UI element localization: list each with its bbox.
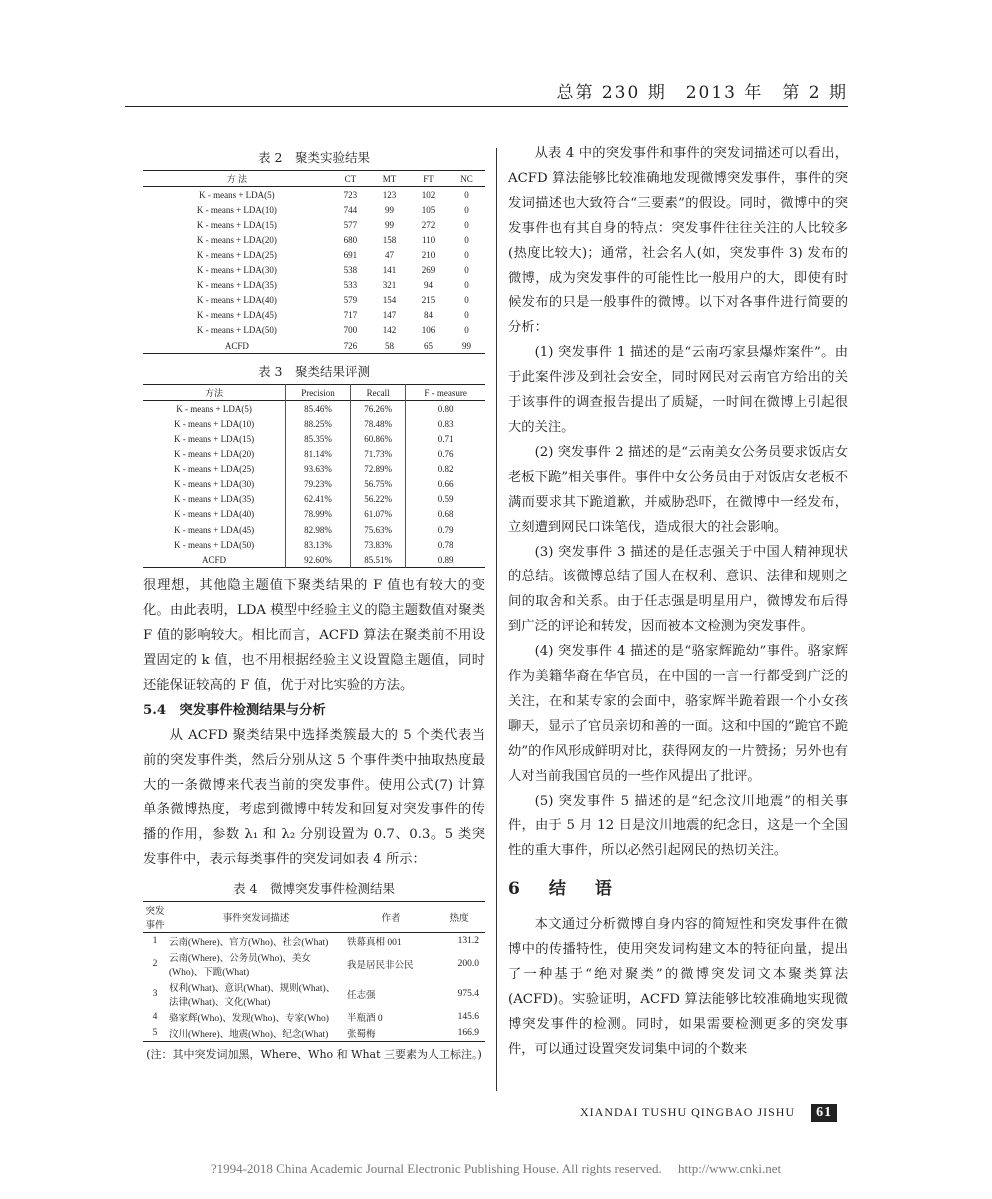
table4-cell-no: 4 bbox=[152, 1012, 158, 1023]
table2-cell: 123 bbox=[382, 189, 397, 200]
table2-cell: 577 bbox=[343, 219, 358, 230]
table3-cell: 85.46% bbox=[286, 401, 351, 417]
table4-header-author: 作者 bbox=[381, 914, 401, 925]
right-paragraph-6: (5) 突发事件 5 描述的是“纪念汶川地震”的相关事件，由于 5 月 12 日是汶川地震的纪念日，这是一个全国性的重大事件，所以必然引起网民的热切关注。 bbox=[508, 793, 848, 859]
table3-cell: 83.13% bbox=[286, 537, 351, 552]
table3-cell: K - means + LDA(50) bbox=[174, 539, 255, 550]
table4-cell-desc: 权利(What)、意识(What)、规则(What)、法律(What)、文化(What) bbox=[169, 984, 336, 1009]
table3-cell: 88.25% bbox=[286, 416, 351, 431]
table2-cell: 99 bbox=[384, 219, 394, 230]
table3-cell: K - means + LDA(5) bbox=[176, 403, 252, 414]
table2-cell: K - means + LDA(35) bbox=[196, 280, 277, 291]
table4-cell-heat: 166.9 bbox=[457, 1028, 479, 1039]
table2-cell: 0 bbox=[464, 265, 469, 276]
table2-cell: 215 bbox=[421, 295, 436, 306]
left-column bbox=[143, 142, 485, 1062]
table2-cell: 106 bbox=[421, 325, 436, 336]
table2-cell: K - means + LDA(50) bbox=[196, 325, 277, 336]
right-paragraph-5: (4) 突发事件 4 描述的是“骆家辉跪幼”事件。骆家辉作为美籍华裔在华官员，在中国的一言一行都受到广泛的关注，在和某专家的会面中，骆家辉半跪着跟一个小女孩聊天，显示了官员亲切和善的一面。这和中国的“跪官不跪幼”的作风形成鲜明对比，获得网友的一片赞扬；另外也有人对当前我国官员的一些作风提出了批评。 bbox=[508, 644, 848, 784]
table2-cell: 58 bbox=[384, 340, 394, 351]
table4-row bbox=[143, 1025, 485, 1042]
table2-cell: 0 bbox=[464, 280, 469, 291]
right-paragraph-7: 本文通过分析微博自身内容的简短性和突发事件在微博中的传播特性，使用突发词构建文本的特征向量，提出了一种基于“绝对聚类”的微博突发词文本聚类算法(ACFD)。实验证明，ACFD 算法能够比较准确地实现微博突发事件的检测。同时，如果需要检测更多的突发事件，可以通过设置突发词集中词的个数来 bbox=[508, 917, 848, 1057]
table4-cell-heat: 975.4 bbox=[457, 989, 479, 1000]
table2-cell: K - means + LDA(25) bbox=[196, 250, 277, 261]
table4-cell-author: 铁幕真相 001 bbox=[347, 938, 402, 949]
table2-cell: 538 bbox=[343, 265, 358, 276]
table2-cell: 321 bbox=[382, 280, 397, 291]
left-paragraph-1: 很理想，其他隐主题值下聚类结果的 F 值也有较大的变化。由此表明，LDA 模型中经验主义的隐主题数值对聚类 F 值的影响较大。相比而言，ACFD 算法在聚类前不用设置固定的 k 值，也不用根据经验主义设置隐主题值，同时还能保证较高的 F 值，优于对比实验的方法。 bbox=[143, 578, 485, 693]
table3-header-cell: Recall bbox=[351, 385, 406, 401]
column-divider bbox=[496, 148, 497, 1091]
table2-cell: 142 bbox=[382, 325, 397, 336]
table3-cell: K - means + LDA(25) bbox=[174, 464, 255, 475]
table3-cell: 62.41% bbox=[286, 492, 351, 507]
table3-cell: K - means + LDA(10) bbox=[174, 418, 255, 429]
footer-journal: XIANDAI TUSHU QINGBAO JISHU bbox=[580, 1105, 796, 1119]
table2 bbox=[143, 170, 485, 354]
table2-cell: 110 bbox=[421, 234, 436, 245]
table4-cell-no: 5 bbox=[152, 1028, 158, 1039]
table3-cell: K - means + LDA(20) bbox=[174, 449, 255, 460]
copyright-line: ?1994-2018 China Academic Journal Electronic Publishing House. All rights reserved. http://www.cnki.net bbox=[210, 1161, 782, 1176]
table4-cell-no: 1 bbox=[152, 936, 158, 947]
table2-cell: 0 bbox=[464, 295, 469, 306]
section-5-4-heading: 5.4 突发事件检测结果与分析 bbox=[143, 702, 326, 718]
table4-header-no: 突发事件 bbox=[145, 907, 165, 932]
table3-cell: K - means + LDA(40) bbox=[174, 509, 255, 520]
running-header bbox=[125, 70, 848, 107]
table4-header-desc: 事件突发词描述 bbox=[222, 914, 290, 925]
table3-row bbox=[143, 507, 485, 522]
table3-cell: 56.22% bbox=[351, 492, 406, 507]
table3-row bbox=[143, 462, 485, 477]
table4-cell-heat: 145.6 bbox=[457, 1012, 479, 1023]
table2-cell: K - means + LDA(10) bbox=[196, 204, 277, 215]
table2-cell: 0 bbox=[464, 250, 469, 261]
table2-cell: K - means + LDA(5) bbox=[199, 189, 275, 200]
table4-cell-author: 我是居民非公民 bbox=[347, 961, 414, 972]
table3-cell: 0.83 bbox=[406, 416, 485, 431]
table2-row bbox=[143, 263, 485, 278]
table2-row bbox=[143, 202, 485, 217]
table2-row bbox=[143, 232, 485, 247]
table3-cell: 0.80 bbox=[406, 401, 485, 417]
table2-cell: 0 bbox=[464, 325, 469, 336]
table2-cell: K - means + LDA(15) bbox=[196, 219, 277, 230]
table2-cell: 0 bbox=[464, 219, 469, 230]
table2-cell: 579 bbox=[343, 295, 358, 306]
table3-cell: 0.66 bbox=[406, 477, 485, 492]
table3-cell: 0.82 bbox=[406, 462, 485, 477]
table2-cell: 65 bbox=[424, 340, 434, 351]
table2-header-cell: CT bbox=[344, 173, 357, 184]
table3-cell: 0.79 bbox=[406, 522, 485, 537]
right-paragraph-4: (3) 突发事件 3 描述的是任志强关于中国人精神现状的总结。该微博总结了国人在权利、意识、法律和规则之间的取舍和关系。由于任志强是明星用户，微博发布后得到广泛的评论和转发，因而被本文检测为突发事件。 bbox=[508, 544, 848, 635]
table3-header-cell: Precision bbox=[286, 385, 351, 401]
table2-cell: 726 bbox=[343, 340, 358, 351]
table3-row bbox=[143, 492, 485, 507]
table4-note: (注：其中突发词加黑，Where、Who 和 What 三要素为人工标注。) bbox=[146, 1048, 482, 1062]
table3-cell: 79.23% bbox=[286, 477, 351, 492]
table3-cell: 82.98% bbox=[286, 522, 351, 537]
table3-header-cell: 方法 bbox=[205, 388, 224, 399]
table4-cell-heat: 131.2 bbox=[457, 936, 479, 947]
table2-row bbox=[143, 293, 485, 308]
table3-cell: K - means + LDA(35) bbox=[174, 494, 255, 505]
table3-cell: 0.89 bbox=[406, 552, 485, 568]
table2-cell: 99 bbox=[384, 204, 394, 215]
table4-row bbox=[143, 933, 485, 950]
section-6-heading: 6 结 语 bbox=[508, 879, 618, 900]
table2-cell: 158 bbox=[382, 234, 397, 245]
table3-cell: 78.48% bbox=[351, 416, 406, 431]
table4-caption: 表 4 微博突发事件检测结果 bbox=[233, 881, 395, 897]
table4-cell-author: 任志强 bbox=[347, 991, 376, 1002]
table2-row bbox=[143, 217, 485, 232]
table2-cell: 0 bbox=[464, 204, 469, 215]
table2-cell: 102 bbox=[421, 189, 436, 200]
table4-cell-desc: 骆家辉(Who)、发现(Who)、专家(Who) bbox=[169, 1014, 329, 1025]
table2-cell: 0 bbox=[464, 234, 469, 245]
table2-cell: 0 bbox=[464, 310, 469, 321]
table2-cell: 84 bbox=[424, 310, 434, 321]
table3-cell: 0.78 bbox=[406, 537, 485, 552]
table3-cell: 0.59 bbox=[406, 492, 485, 507]
table4-cell-heat: 200.0 bbox=[457, 959, 479, 970]
table3-cell: 75.63% bbox=[351, 522, 406, 537]
table2-cell: 0 bbox=[464, 189, 469, 200]
table3-cell: K - means + LDA(30) bbox=[174, 479, 255, 490]
table2-cell: 744 bbox=[343, 204, 358, 215]
table2-row bbox=[143, 323, 485, 338]
table2-header-cell: 方 法 bbox=[226, 174, 248, 185]
table3-cell: 85.35% bbox=[286, 431, 351, 446]
table4-row bbox=[143, 979, 485, 1009]
table2-row bbox=[143, 187, 485, 203]
table4-cell-author: 张蜀梅 bbox=[347, 1030, 376, 1041]
table4-header-heat: 热度 bbox=[449, 914, 469, 925]
table3-row bbox=[143, 447, 485, 462]
table2-cell: K - means + LDA(20) bbox=[196, 234, 277, 245]
table4 bbox=[143, 901, 485, 1042]
table2-header-cell: NC bbox=[460, 173, 473, 184]
table2-row bbox=[143, 247, 485, 262]
table4-cell-no: 2 bbox=[152, 959, 158, 970]
table2-row bbox=[143, 278, 485, 293]
table2-cell: 210 bbox=[421, 250, 436, 261]
table2-cell: 94 bbox=[424, 280, 434, 291]
table2-cell: K - means + LDA(40) bbox=[196, 295, 277, 306]
table2-cell: 700 bbox=[343, 325, 358, 336]
table3-cell: 56.75% bbox=[351, 477, 406, 492]
table3-cell: 78.99% bbox=[286, 507, 351, 522]
right-paragraph-3: (2) 突发事件 2 描述的是“云南美女公务员要求饭店女老板下跪”相关事件。事件中女公务员由于对饭店女老板不满而要求其下跪道歉，并威胁恐吓，在微博中一经发布，立刻遭到网民口诛笔伐，造成很大的社会影响。 bbox=[508, 444, 848, 535]
footer bbox=[580, 1104, 848, 1122]
table3-cell: 61.07% bbox=[351, 507, 406, 522]
table4-cell-desc: 云南(Where)、官方(Who)、社会(What) bbox=[169, 938, 329, 949]
page-number: 61 bbox=[811, 1104, 837, 1122]
table2-cell: ACFD bbox=[224, 340, 249, 351]
table3-row bbox=[143, 401, 485, 417]
table3-cell: 71.73% bbox=[351, 447, 406, 462]
table3-cell: K - means + LDA(45) bbox=[174, 524, 255, 535]
table2-caption: 表 2 聚类实验结果 bbox=[258, 150, 370, 165]
table2-cell: 269 bbox=[421, 265, 436, 276]
table3-cell: 92.60% bbox=[286, 552, 351, 568]
table3-caption: 表 3 聚类结果评测 bbox=[258, 364, 370, 380]
table2-cell: 105 bbox=[421, 204, 436, 215]
table2-cell: K - means + LDA(30) bbox=[196, 265, 277, 276]
left-paragraph-2: 从 ACFD 聚类结果中选择类簇最大的 5 个类代表当前的突发事件类，然后分别从这 5 个事件类中抽取热度最大的一条微博来代表当前的突发事件。使用公式(7) 计算单条微博热度，考虑到微博中转发和回复对突发事件的传播的作用，参数 λ₁ 和 λ₂ 分别设置为 0.7、0.3。5 类突发事件中，表示每类事件的突发词如表 4 所示： bbox=[143, 727, 485, 868]
table2-cell: 723 bbox=[343, 189, 358, 200]
table2-header-cell: FT bbox=[423, 173, 434, 184]
right-paragraph-1: 从表 4 中的突发事件和事件的突发词描述可以看出，ACFD 算法能够比较准确地发现微博突发事件，事件的突发词描述也大致符合“三要素”的假设。同时，微博中的突发事件也有其自身的特点：突发事件往往关注的人比较多(热度比较大)；通常，社会名人(如，突发事件 3) 发布的微博，成为突发事件的可能性比一般用户的大，即使有时候发布的只是一般事件的微博。以下对各事件进行简要的分析： bbox=[508, 146, 848, 336]
table3-cell: 85.51% bbox=[351, 552, 406, 568]
table3-row bbox=[143, 416, 485, 431]
table2-cell: 533 bbox=[343, 280, 358, 291]
table4-cell-no: 3 bbox=[152, 989, 158, 1000]
header-issue: 总第 230 期 2013 年 第 2 期 bbox=[556, 83, 848, 103]
table3-cell: 72.89% bbox=[351, 462, 406, 477]
table3-row bbox=[143, 431, 485, 446]
table3-cell: 60.86% bbox=[351, 431, 406, 446]
table2-cell: 691 bbox=[343, 250, 358, 261]
table3-header-cell: F - measure bbox=[406, 385, 485, 401]
table3-row bbox=[143, 522, 485, 537]
right-column bbox=[508, 142, 848, 1063]
table3-row bbox=[143, 537, 485, 552]
table3-row bbox=[143, 552, 485, 568]
table4-cell-author: 半瓶酒 0 bbox=[347, 1014, 383, 1025]
table2-cell: 717 bbox=[343, 310, 358, 321]
table3-cell: 0.71 bbox=[406, 431, 485, 446]
table2-cell: 47 bbox=[384, 250, 394, 261]
table2-cell: 147 bbox=[382, 310, 397, 321]
table2-cell: 272 bbox=[421, 219, 436, 230]
table4-cell-desc: 汶川(Where)、地震(Who)、纪念(What) bbox=[169, 1030, 329, 1041]
table4-cell-desc: 云南(Where)、公务员(Who)、美女(Who)、下跪(What) bbox=[169, 954, 311, 979]
table3-cell: ACFD bbox=[202, 554, 227, 565]
table3-cell: 0.76 bbox=[406, 447, 485, 462]
table2-header-cell: MT bbox=[382, 173, 397, 184]
table2-row bbox=[143, 308, 485, 323]
table3-cell: K - means + LDA(15) bbox=[174, 433, 255, 444]
table3-cell: 0.68 bbox=[406, 507, 485, 522]
table2-cell: K - means + LDA(45) bbox=[196, 310, 277, 321]
table3-cell: 76.26% bbox=[351, 401, 406, 417]
table2-cell: 141 bbox=[382, 265, 397, 276]
table2-cell: 99 bbox=[462, 340, 472, 351]
table3-cell: 73.83% bbox=[351, 537, 406, 552]
table3-cell: 93.63% bbox=[286, 462, 351, 477]
table4-row bbox=[143, 1009, 485, 1025]
table2-cell: 680 bbox=[343, 234, 358, 245]
table2-row bbox=[143, 338, 485, 354]
table3-row bbox=[143, 477, 485, 492]
right-paragraph-2: (1) 突发事件 1 描述的是“云南巧家县爆炸案件”。由于此案件涉及到社会安全，同时网民对云南官方给出的关于该事件的调查报告提出了质疑，一时间在微博上引起很大的关注。 bbox=[508, 345, 848, 435]
table3 bbox=[143, 384, 485, 568]
table4-row bbox=[143, 949, 485, 979]
table2-cell: 154 bbox=[382, 295, 397, 306]
table3-cell: 81.14% bbox=[286, 447, 351, 462]
